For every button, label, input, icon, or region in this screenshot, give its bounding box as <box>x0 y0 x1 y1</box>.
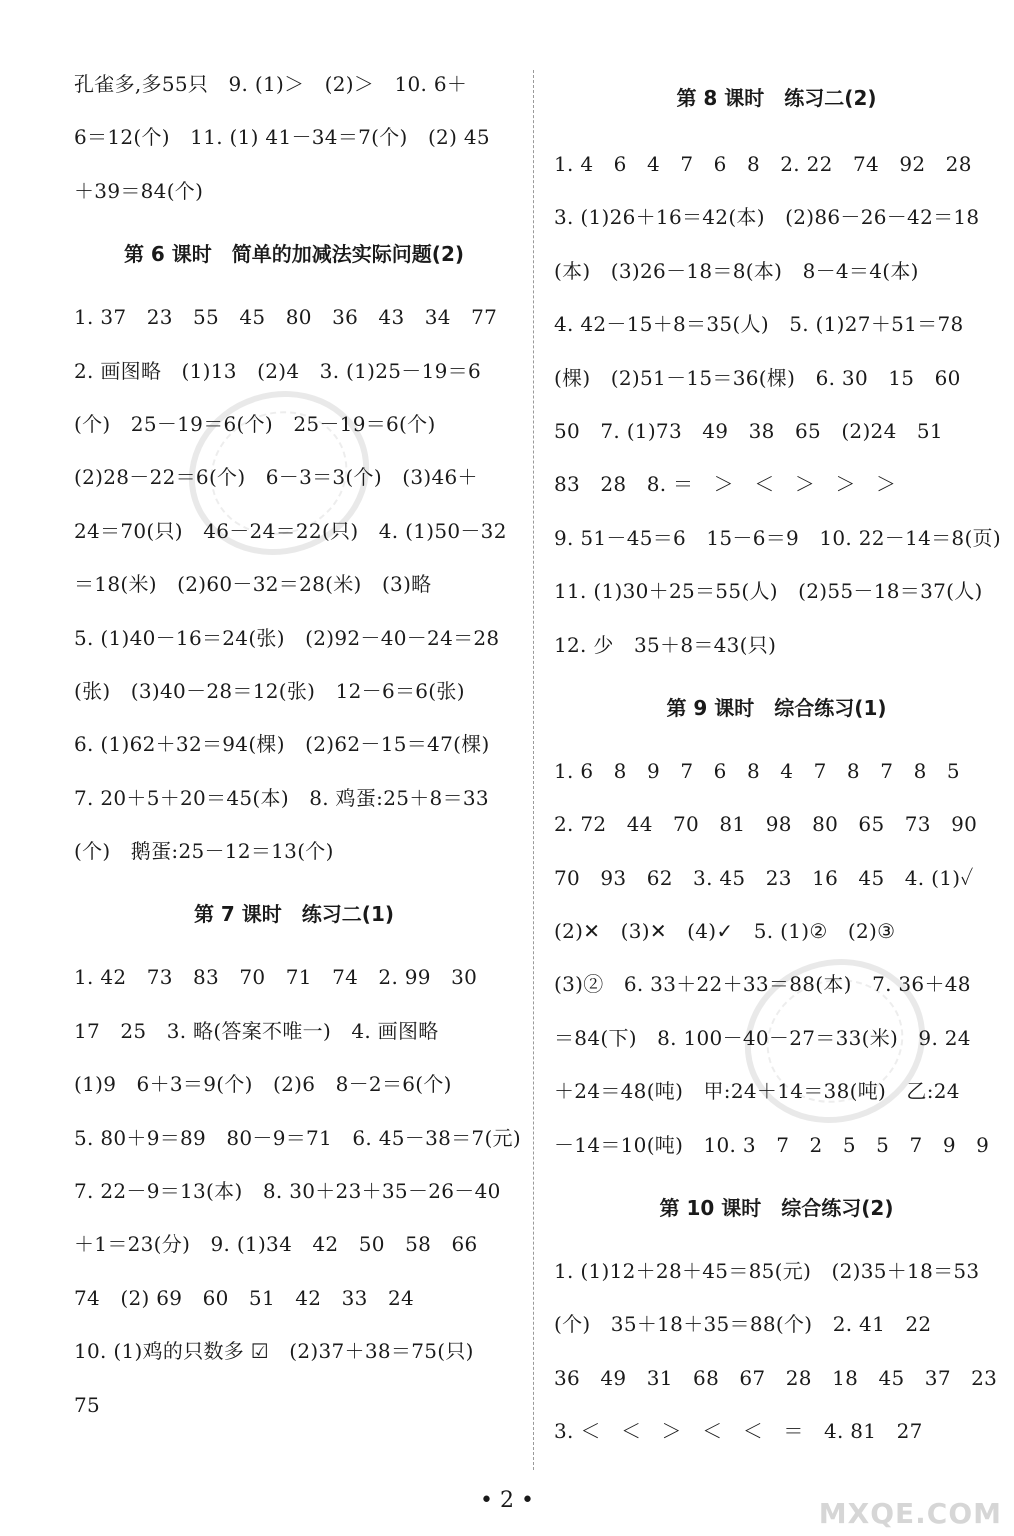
answer-line: 11. (1)30＋25＝55(人) (2)55－18＝37(人) <box>554 579 983 604</box>
answer-line: (个) 25－19＝6(个) 25－19＝6(个) <box>74 411 436 436</box>
answer-line: 孔雀多,多55只 9. (1)＞ (2)＞ 10. 6＋ <box>74 72 468 96</box>
answer-line: (棵) (2)51－15＝36(棵) 6. 30 15 60 <box>554 365 961 390</box>
answer-line: 10. (1)鸡的只数多 ☑ (2)37＋38＝75(只) <box>74 1339 474 1364</box>
right-column <box>554 58 999 1459</box>
answer-line: 2. 画图略 (1)13 (2)4 3. (1)25－19＝6 <box>74 358 481 383</box>
answer-line: 2. 72 44 70 81 98 80 65 73 90 <box>554 812 978 837</box>
answer-line: 1. (1)12＋28＋45＝85(元) (2)35＋18＝53 <box>554 1259 980 1284</box>
answer-line: (个) 鹅蛋:25－12＝13(个) <box>74 839 334 864</box>
answer-line: 6. (1)62＋32＝94(棵) (2)62－15＝47(棵) <box>74 732 490 757</box>
lesson-6-title: 第 6 课时 简单的加减法实际问题(2) <box>123 242 465 267</box>
lesson-7-title: 第 7 课时 练习二(1) <box>193 902 395 927</box>
answer-line: (2)✕ (3)✕ (4)✓ 5. (1)② (2)③ <box>554 919 896 944</box>
answer-line: 50 7. (1)73 49 38 65 (2)24 51 <box>554 418 943 443</box>
watermark-logo: MXQE.COM <box>818 1497 1002 1530</box>
answer-line: (1)9 6＋3＝9(个) (2)6 8－2＝6(个) <box>74 1072 452 1097</box>
lesson-10-title: 第 10 课时 综合练习(2) <box>659 1196 894 1221</box>
lesson-8-title: 第 8 课时 练习二(2) <box>676 86 877 110</box>
answer-line: 9. 51－45＝6 15－6＝9 10. 22－14＝8(页) <box>554 525 1001 550</box>
answer-line: (3)② 6. 33＋22＋33＝88(本) 7. 36＋48 <box>554 972 971 997</box>
answer-line: 74 (2) 69 60 51 42 33 24 <box>74 1285 415 1310</box>
answer-line: ＋1＝23(分) 9. (1)34 42 50 58 66 <box>74 1232 478 1257</box>
answer-line: 6＝12(个) 11. (1) 41－34＝7(个) (2) 45 <box>74 125 490 150</box>
answer-line: 4. 42－15＋8＝35(人) 5. (1)27＋51＝78 <box>554 312 964 337</box>
answer-line: 1. 37 23 55 45 80 36 43 34 77 <box>74 305 498 330</box>
answer-line: ＝18(米) (2)60－32＝28(米) (3)略 <box>74 572 432 597</box>
answer-line: 17 25 3. 略(答案不唯一) 4. 画图略 <box>74 1018 439 1043</box>
answer-line: (个) 35＋18＋35＝88(个) 2. 41 22 <box>554 1312 932 1337</box>
answer-line: (张) (3)40－28＝12(张) 12－6＝6(张) <box>74 678 465 703</box>
answer-line: ＝84(下) 8. 100－40－27＝33(米) 9. 24 <box>554 1025 971 1050</box>
answer-line: 1. 4 6 4 7 6 8 2. 22 74 92 28 <box>554 152 972 176</box>
answer-line: 36 49 31 68 67 28 18 45 37 23 <box>554 1365 998 1390</box>
answer-line: 1. 6 8 9 7 6 8 4 7 8 7 8 5 <box>554 758 960 783</box>
answer-line: 1. 42 73 83 70 71 74 2. 99 30 <box>74 965 478 990</box>
lesson-9-title: 第 9 课时 综合练习(1) <box>666 695 887 720</box>
answer-line: (本) (3)26－18＝8(本) 8－4＝4(本) <box>554 258 919 283</box>
answer-line: 5. (1)40－16＝24(张) (2)92－40－24＝28 <box>74 625 500 650</box>
answer-line: 75 <box>74 1392 101 1417</box>
answer-line: 3. ＜ ＜ ＞ ＜ ＜ ＝ 4. 81 27 <box>554 1419 923 1444</box>
answer-line: 70 93 62 3. 45 23 16 45 4. (1)✓ <box>554 865 974 890</box>
column-divider <box>533 70 534 1470</box>
page-number: • 2 • <box>480 1488 534 1513</box>
answer-line: 7. 22－9＝13(本) 8. 30＋23＋35－26－40 <box>74 1179 501 1204</box>
left-column <box>74 58 521 1432</box>
answer-line: 12. 少 35＋8＝43(只) <box>554 632 777 657</box>
answer-line: 24＝70(只) 46－24＝22(只) 4. (1)50－32 <box>74 518 507 543</box>
answer-line: 83 28 8. ＝ ＞ ＜ ＞ ＞ ＞ <box>554 472 897 497</box>
answer-line: －14＝10(吨) 10. 3 7 2 5 5 7 9 9 <box>554 1132 990 1157</box>
answer-line: (2)28－22＝6(个) 6－3＝3(个) (3)46＋ <box>74 465 478 490</box>
answer-line: ＋39＝84(个) <box>74 178 204 203</box>
answer-line: ＋24＝48(吨) 甲:24＋14＝38(吨) 乙:24 <box>554 1079 960 1104</box>
answer-line: 3. (1)26＋16＝42(本) (2)86－26－42＝18 <box>554 205 980 230</box>
answer-line: 5. 80＋9＝89 80－9＝71 6. 45－38＝7(元) <box>74 1125 521 1150</box>
answer-line: 7. 20＋5＋20＝45(本) 8. 鸡蛋:25＋8＝33 <box>74 785 489 810</box>
